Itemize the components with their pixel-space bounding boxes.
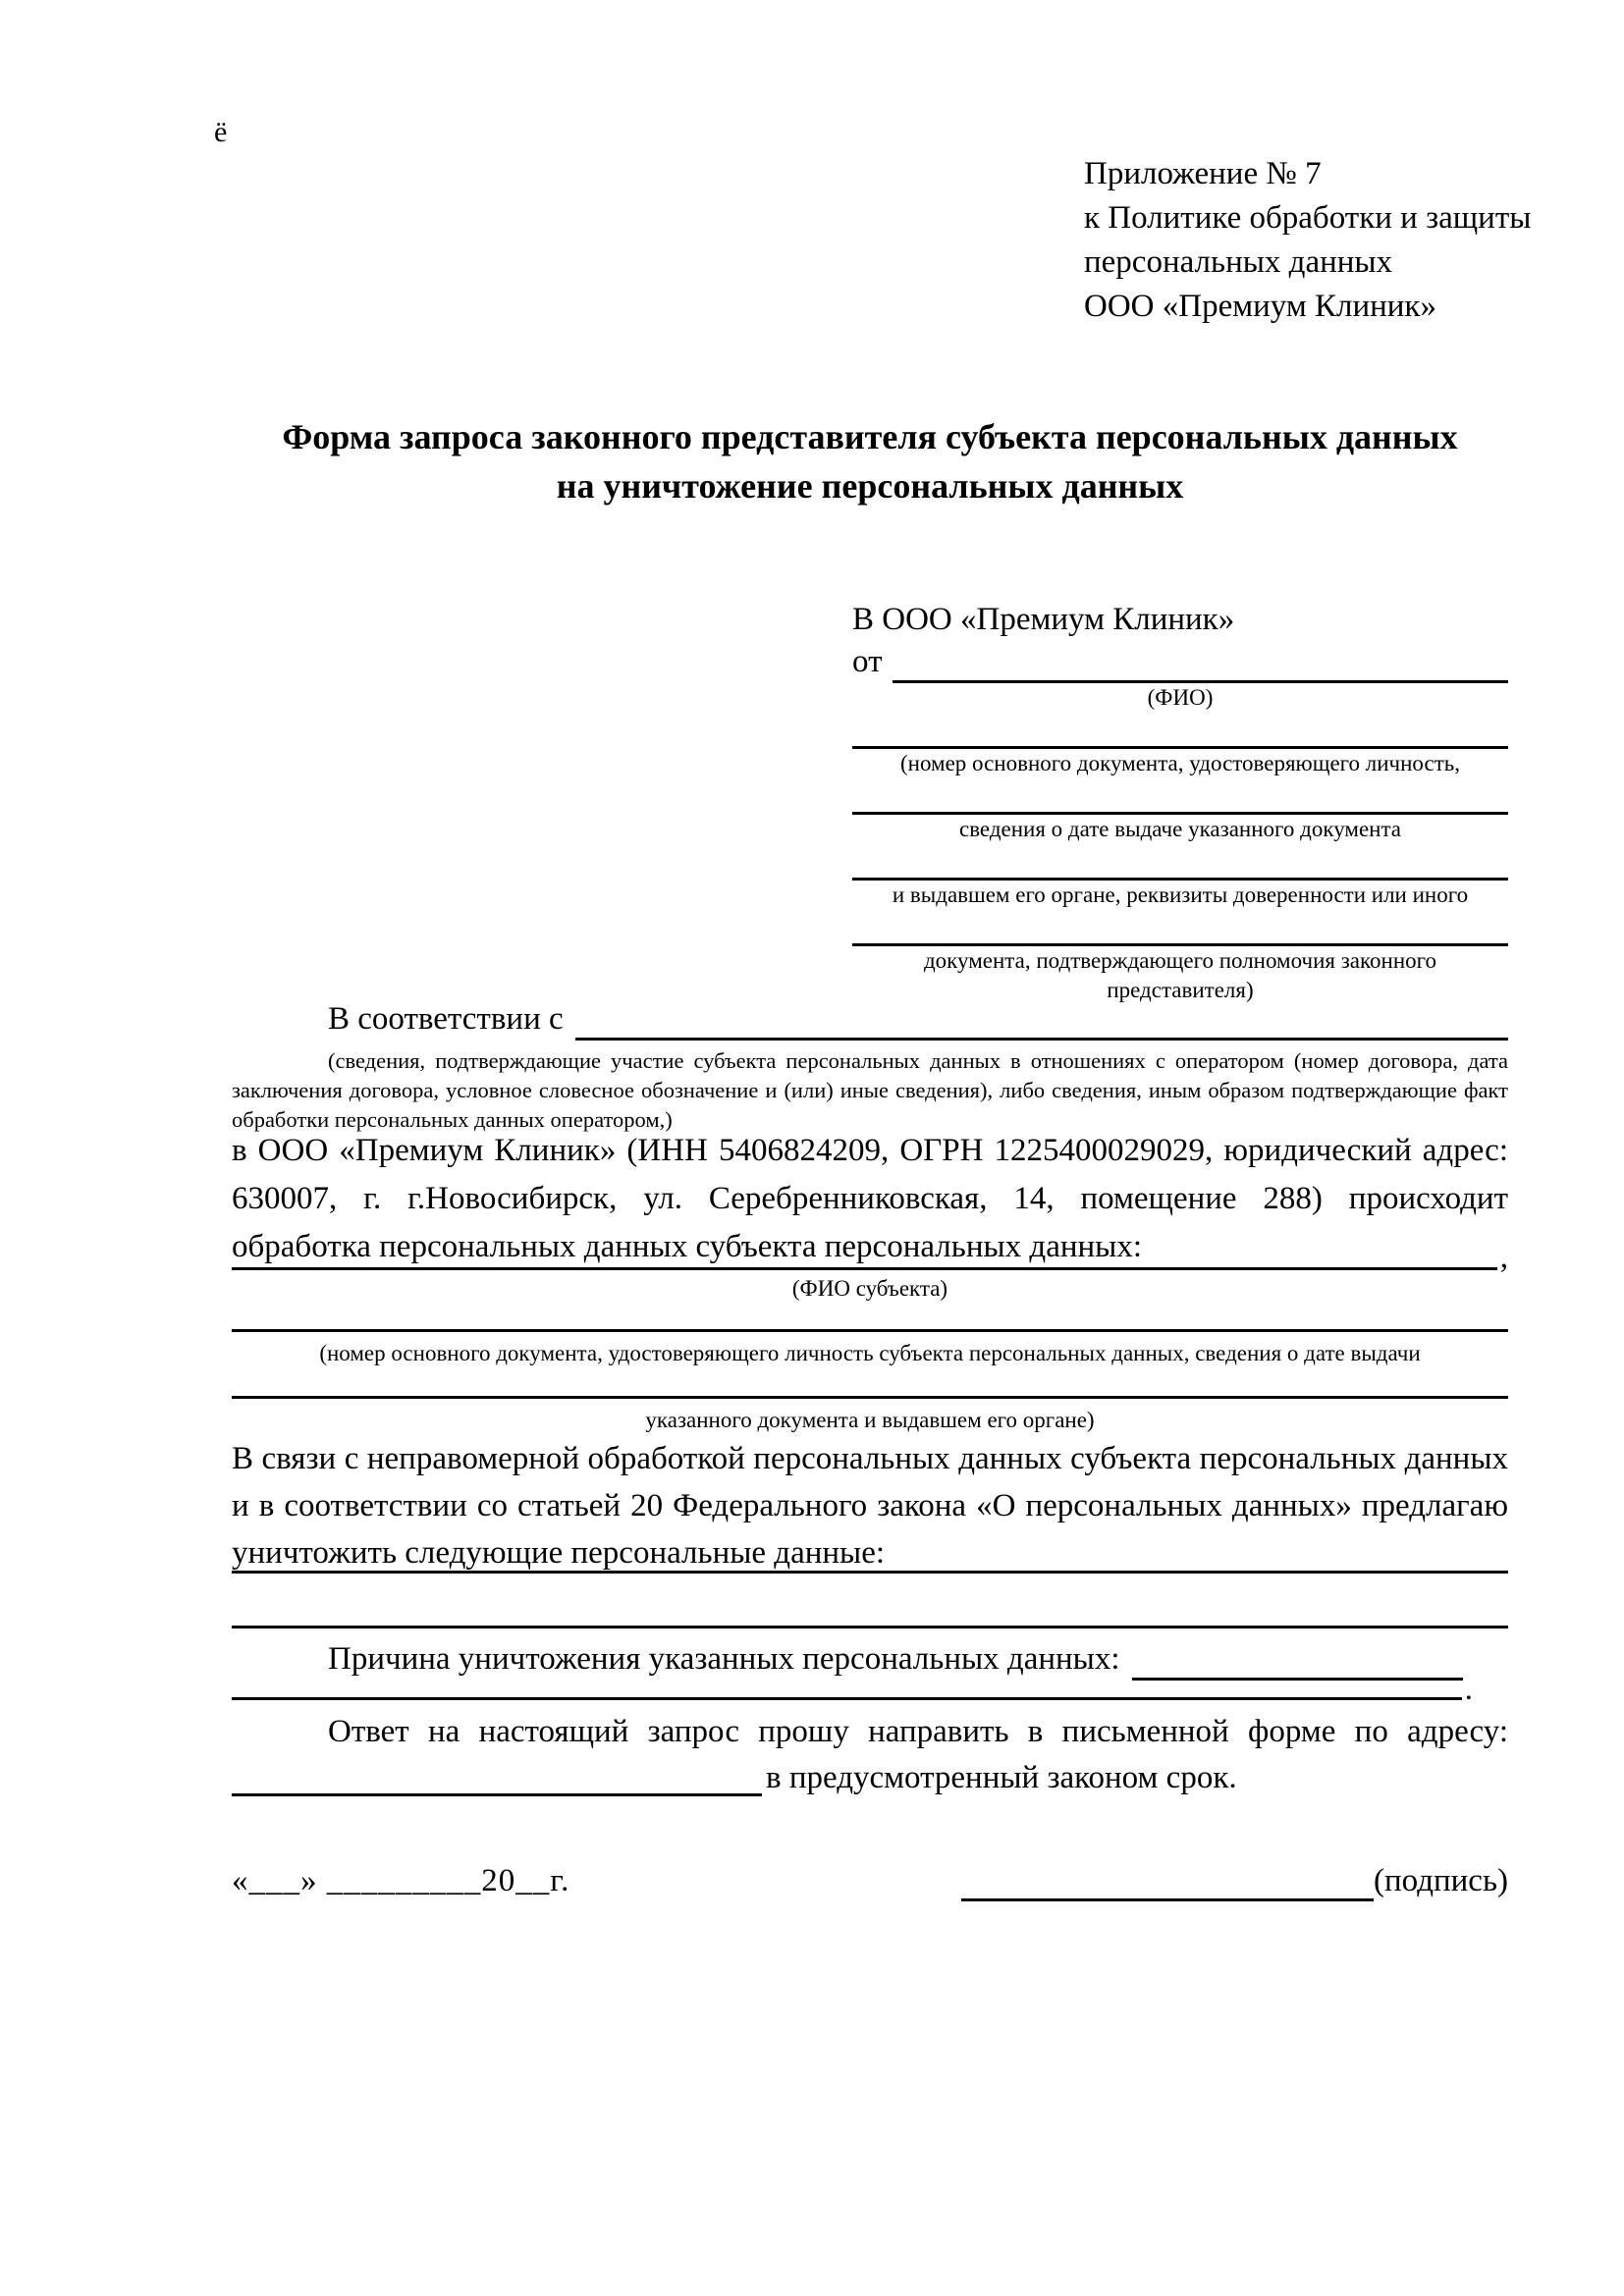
accordance-note	[232, 1046, 1508, 1135]
subject-fio-caption: (ФИО субъекта)	[791, 1276, 948, 1301]
subject-fio-blank-line	[232, 1241, 1497, 1270]
annex-line: ООО «Премиум Клиник»	[1084, 289, 1436, 324]
trailing-comma: ,	[1499, 1240, 1508, 1275]
addressee-org: В ООО «Премиум Клиник»	[852, 602, 1235, 637]
field-caption: и выдавшем его органе, реквизиты доверенности или иного	[892, 882, 1469, 907]
annex-header	[1084, 152, 1531, 329]
subject-doc-blank-line	[232, 1308, 1508, 1332]
subject-doc-caption: указанного документа и выдавшем его органе)	[645, 1408, 1095, 1432]
representative-doc-field	[852, 920, 1508, 1005]
reason-blank-line	[232, 1675, 1462, 1700]
title-line: Форма запроса законного представителя субъекта персональных данных	[282, 417, 1458, 456]
data-blank-line	[232, 1549, 1508, 1574]
subject-fio-row	[232, 1240, 1508, 1275]
field-caption: (номер основного документа, удостоверяющего личность,	[899, 751, 1460, 775]
operator-line: 630007, г. г.Новосибирск, ул. Серебренниковская, 14, помещение 288) происходит	[232, 1181, 1508, 1216]
stray-character: ё	[214, 116, 228, 148]
from-row	[852, 640, 1508, 683]
data-blank-line	[232, 1604, 1508, 1629]
blank-line	[852, 722, 1508, 749]
subject-doc-blank-line	[232, 1374, 1508, 1399]
note-line: (сведения, подтверждающие участие субъекта персональных данных в отношениях с оператором (номер договора, дата	[328, 1048, 1508, 1073]
page-title	[232, 412, 1508, 510]
request-line: уничтожить следующие персональные данные:	[232, 1535, 886, 1571]
addressee-block	[852, 599, 1508, 1005]
annex-line: к Политике обработки и защиты	[1084, 200, 1532, 236]
footer-row	[232, 1860, 1508, 1901]
accordance-blank-line	[575, 997, 1508, 1041]
from-label: от	[852, 644, 883, 679]
reply-line: Ответ на настоящий запрос прошу направить в письменной форме по адресу:	[328, 1714, 1508, 1749]
reply-tail: в предусмотренный законом срок.	[766, 1760, 1237, 1795]
address-blank-line	[232, 1759, 762, 1796]
request-line: и в соответствии со статьей 20 Федерального закона «О персональных данных» предлагаю	[232, 1488, 1508, 1523]
signature-group	[961, 1860, 1508, 1901]
note-line: обработки персональных данных оператором,)	[232, 1107, 673, 1132]
representative-doc-field	[852, 854, 1508, 910]
reply-address-row	[232, 1759, 1508, 1796]
signature-caption: (подпись)	[1374, 1863, 1508, 1898]
subject-doc-caption: (номер основного документа, удостоверяющего личность субъекта персональных данных, сведения о дате выдачи	[319, 1341, 1421, 1365]
field-caption: сведения о дате выдаче указанного документа	[958, 817, 1402, 841]
annex-line: Приложение № 7	[1084, 156, 1322, 191]
trailing-period: .	[1464, 1672, 1473, 1707]
operator-line: в ООО «Премиум Клиник» (ИНН 5406824209, ОГРН 1225400029029, юридический адрес:	[232, 1133, 1508, 1168]
reason-continuation-row	[232, 1672, 1508, 1707]
reason-label: Причина уничтожения указанных персональных данных:	[328, 1641, 1120, 1677]
signature-blank-line	[961, 1860, 1374, 1901]
title-line: на уничтожение персональных данных	[556, 466, 1184, 506]
from-blank-line	[893, 640, 1509, 683]
representative-doc-field	[852, 788, 1508, 844]
field-caption: документа, подтверждающего полномочия законного представителя)	[923, 948, 1436, 1002]
date-template: «___» _________20__г.	[232, 1863, 570, 1898]
operator-line: обработка персональных данных субъекта персональных данных:	[232, 1229, 1142, 1264]
blank-line	[852, 920, 1508, 946]
annex-line: персональных данных	[1084, 244, 1393, 280]
request-line: В связи с неправомерной обработкой персональных данных субъекта персональных данных	[232, 1441, 1508, 1476]
fio-caption: (ФИО)	[1147, 685, 1214, 710]
blank-line	[852, 854, 1508, 881]
note-line: заключения договора, условное словесное обозначение и (или) иные сведения), либо сведения, иным образом подтверждающие факт	[232, 1078, 1508, 1102]
accordance-lead: В соответствии с	[328, 1001, 564, 1037]
blank-line	[852, 788, 1508, 815]
representative-doc-field	[852, 722, 1508, 778]
accordance-row	[232, 997, 1508, 1041]
